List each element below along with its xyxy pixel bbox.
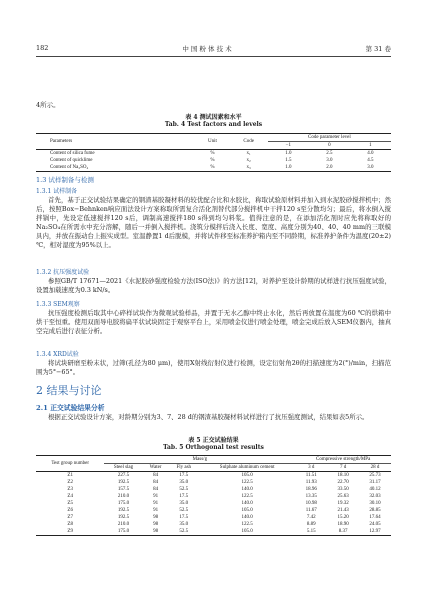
table-row <box>36 500 391 507</box>
table-cell: 175.0 <box>117 501 130 506</box>
table-cell: 7.42 <box>306 515 316 520</box>
table-cell: 19.32 <box>337 501 349 506</box>
section-1-3-3-heading: 1.3.3 SEM观察 <box>36 301 80 308</box>
table4-level-zero: 0 <box>328 143 331 148</box>
table5-caption-en: Tab. 5 Orthogonal test results <box>163 444 264 451</box>
table-cell: 17.64 <box>369 515 381 520</box>
table-cell: Z8 <box>67 522 73 527</box>
table-cell: 35.0 <box>179 522 189 527</box>
table-cell: 227.5 <box>117 473 130 478</box>
table5-col-sac: Sulphate aluminum cement <box>219 465 275 470</box>
table4-level-minus: −1 <box>285 143 291 148</box>
table5-col-fly-ash: Fly ash <box>176 465 192 470</box>
table4-header-unit: Unit <box>208 139 217 144</box>
table-cell: 33.50 <box>337 487 349 492</box>
table-cell: 84 <box>153 480 159 485</box>
table-cell: 25.63 <box>337 494 349 499</box>
table-row <box>36 486 391 493</box>
table-cell: Z4 <box>67 494 73 499</box>
table-cell: 105.0 <box>241 508 253 513</box>
table-cell: 140.0 <box>241 501 253 506</box>
table-cell: 52.5 <box>179 487 189 492</box>
table-row <box>36 479 391 486</box>
table-row <box>36 514 391 521</box>
table-cell: 140.0 <box>241 487 253 492</box>
table5 <box>36 455 391 536</box>
table-cell: x₁ <box>246 151 251 156</box>
table-cell: Z9 <box>67 529 73 534</box>
table-cell: Content of quicklime <box>50 158 93 163</box>
table-cell: 91 <box>153 508 159 513</box>
table-cell: 35.0 <box>179 501 189 506</box>
table4-header-code: Code <box>243 139 254 144</box>
table-cell: 210.0 <box>117 522 130 527</box>
table-cell: 18.96 <box>305 487 317 492</box>
table4-caption-en: Tab. 4 Test factors and levels <box>164 121 263 128</box>
table-row <box>36 472 391 480</box>
table-cell: 30.10 <box>369 501 381 506</box>
table5-header-strength: Compressive strength/MPa <box>295 456 391 464</box>
table-cell: 192.5 <box>117 480 130 485</box>
table-cell: 22.70 <box>337 480 349 485</box>
table-cell: 17.5 <box>179 473 189 478</box>
table5-header-mass: Mass/g <box>104 456 295 464</box>
table-cell: 3.0 <box>367 165 374 170</box>
table5-header-group: Test group number <box>51 461 90 466</box>
table-cell: 192.5 <box>117 508 130 513</box>
table5-col-28d: 28 d <box>370 465 380 470</box>
table-cell: 24.05 <box>369 522 381 527</box>
table-cell: 32.03 <box>369 494 381 499</box>
table-cell: 28.85 <box>369 508 381 513</box>
table-cell: Z3 <box>67 487 73 492</box>
table-cell: 10.98 <box>305 501 317 506</box>
table-cell: 105.0 <box>241 529 253 534</box>
table-cell: 122.5 <box>241 494 253 499</box>
section-1-3-2-heading: 1.3.2 抗压强度试验 <box>36 269 90 276</box>
table-cell: 4.0 <box>367 151 374 156</box>
section-1-3-heading: 1.3 试样制备与检测 <box>36 176 94 184</box>
table-cell: 210.0 <box>117 494 130 499</box>
table-row <box>36 150 391 158</box>
table5-col-steel-slag: Steel slag <box>113 465 134 470</box>
table4-header-parameters: Parameters <box>50 139 73 144</box>
table-cell: 98 <box>153 515 159 520</box>
table-row <box>36 521 391 528</box>
table-cell: 4.5 <box>367 158 374 163</box>
table-cell: 8.37 <box>338 529 348 534</box>
table-cell: 5.15 <box>306 529 316 534</box>
table-cell: 17.5 <box>179 515 189 520</box>
table5-caption-zh: 表 5 正交试验结果 <box>188 437 239 444</box>
table5-col-3d: 3 d <box>308 465 315 470</box>
section-2-heading: 2 结果与讨论 <box>36 384 102 397</box>
table-cell: 98 <box>153 529 159 534</box>
table-cell: % <box>210 165 215 170</box>
table-cell: 11.67 <box>305 508 317 513</box>
volume-label: 第 31 卷 <box>365 45 391 53</box>
table-cell: 11.51 <box>305 473 317 478</box>
table-cell: 18.90 <box>337 522 349 527</box>
table-cell: 122.5 <box>241 480 253 485</box>
table5-col-water: Water <box>149 465 162 470</box>
table-cell: 35.0 <box>179 480 189 485</box>
table-cell: 105.0 <box>241 473 253 478</box>
journal-name: 中 国 粉 体 技 术 <box>182 45 232 53</box>
table-cell: 25.73 <box>369 473 381 478</box>
paragraph-2-1: 根据正交试验设计方案，对龄期分别为3、7、28 d的钢渣基胶凝材料试样进行了抗压强度测试，结果如表5所示。 <box>48 413 369 421</box>
table-row <box>36 164 391 172</box>
table-cell: 98 <box>153 522 159 527</box>
table-cell: 40.12 <box>369 487 381 492</box>
table4-header-levels: Code parameter level <box>268 134 391 142</box>
paragraph-1-3-4: 将试块研磨至粉末状，过筛(孔径为80 μm)，使用X射线衍射仪进行检测，设定衍射角2θ的扫描速度为2(°)/min，扫描范围为5°−65°。 <box>36 359 391 376</box>
table-cell: Z7 <box>67 515 73 520</box>
table-cell: 52.5 <box>179 529 189 534</box>
table-cell: 8.89 <box>306 522 316 527</box>
table-cell: 12.97 <box>369 529 381 534</box>
table-cell: 84 <box>153 473 159 478</box>
table-cell: 2.0 <box>326 165 333 170</box>
table5-body <box>36 472 391 536</box>
table5-col-7d: 7 d <box>340 465 347 470</box>
table-cell: Z5 <box>67 501 73 506</box>
paragraph-1-3-3: 抗压强度检测后取其中心碎样试块作为微观试验样品，并置于无水乙醇中终止水化，然后再放置在温度为60 ℃的烘箱中烘干至恒重。使用双面导电胶将扁平状试块固定于观察平台上，采用喷金仪进行喷金处理，喷金完成后放入SEM仪器内，抽真空完成后进行表征分析。 <box>36 309 391 335</box>
table-cell: 91 <box>153 494 159 499</box>
table-cell: 15.20 <box>337 515 349 520</box>
section-1-3-4-heading: 1.3.4 XRD试验 <box>36 351 79 358</box>
table-cell: 2.5 <box>326 151 333 156</box>
section-1-3-1-heading: 1.3.1 试样制备 <box>36 188 78 195</box>
table-cell: x₃ <box>246 165 251 170</box>
table-row <box>36 528 391 536</box>
table-cell: % <box>210 151 215 156</box>
table-cell: 192.5 <box>117 515 130 520</box>
table-cell: 1.5 <box>285 158 292 163</box>
table-cell: % <box>210 158 215 163</box>
table-cell: Z1 <box>67 473 73 478</box>
table-cell: 18.10 <box>337 473 349 478</box>
table-cell: 157.5 <box>117 487 130 492</box>
table-row <box>36 157 391 164</box>
table-cell: 122.5 <box>241 522 253 527</box>
paragraph-1-3-1: 首先，基于正交试验结果确定的钢渣基胶凝材料的较优配合比和水胶比，称取试验原材料并加入到水泥胶砂搅拌机中；然后，按照Box−Behnken响应面法设计方案称取所需复合活化剂替代部分搅拌机中干拌120 s至分散均匀；最后，将水倒入搅拌锅中，先设定低速搅拌120 s后，调制高速搅拌180 s得到均匀料浆。值得注意的是，在添加活化剂时应先将称取好的Na₂SO₄在所需水中充分溶解，随后一并倒入搅拌机。浇筑分模拌后浇入长度、宽度、高度分别为40、40、40 mm的三联模具内，并放在振动台上振实成型。室温静置1 d后脱模，并将试件移至标准养护箱内至不同龄期，标准养护条件为温度(20±2) ℃，相对湿度为95%以上。 <box>36 196 391 249</box>
section-2-1-heading: 2.1 正交试验结果分析 <box>36 404 105 412</box>
table5-caption <box>0 435 427 451</box>
table-cell: 140.0 <box>241 515 253 520</box>
table-cell: 3.0 <box>326 158 333 163</box>
table-cell: 17.5 <box>179 494 189 499</box>
running-header <box>36 44 391 57</box>
table-cell: x₂ <box>246 158 251 163</box>
table4-caption <box>0 112 427 128</box>
table4-level-plus: 1 <box>369 143 372 148</box>
table-cell: 11.93 <box>305 480 317 485</box>
table-cell: 13.35 <box>305 494 317 499</box>
table-cell: 84 <box>153 487 159 492</box>
paragraph-1-3-2: 参照GB/T 17671—2021《水泥胶砂强度检验方法(ISO法)》的方法[12]，对养护至设计龄期的试样进行抗压强度试验，设置加载速度为0.3 kN/s。 <box>36 277 391 294</box>
table-cell: 21.43 <box>337 508 349 513</box>
table-cell: Z6 <box>67 508 73 513</box>
table-cell: 91 <box>153 501 159 506</box>
page-number: 182 <box>36 44 49 52</box>
intro-text: 4所示。 <box>36 101 60 109</box>
table-cell: Z2 <box>67 480 73 485</box>
table-row <box>36 507 391 514</box>
table-cell: 52.5 <box>179 508 189 513</box>
table-cell: 31.17 <box>369 480 381 485</box>
table-cell: Content of silica fume <box>50 151 95 156</box>
table-row <box>36 493 391 500</box>
table-cell: 1.0 <box>285 151 292 156</box>
table-cell: 175.0 <box>117 529 130 534</box>
table-cell: Content of Na₂SO₄ <box>50 165 89 170</box>
table4 <box>36 133 391 172</box>
table-cell: 1.0 <box>285 165 292 170</box>
table4-caption-zh: 表 4 测试因素和水平 <box>185 114 242 121</box>
